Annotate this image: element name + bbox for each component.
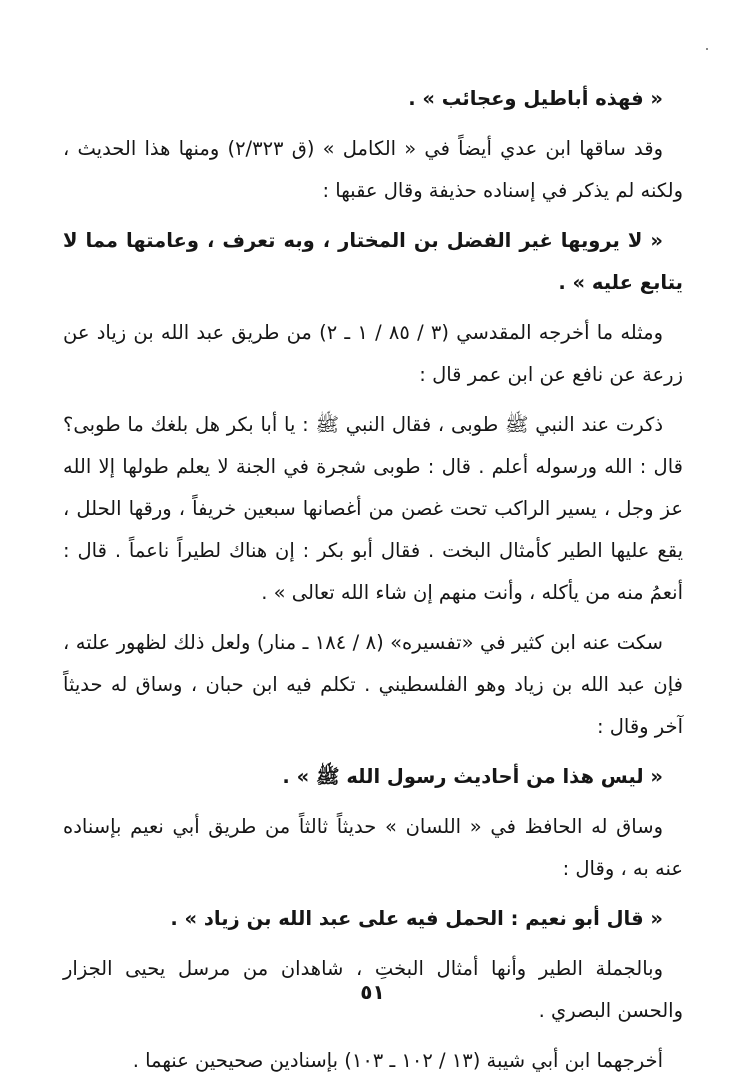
- quote-abu-nuaim: « قال أبو نعيم : الحمل فيه على عبد الله بن زياد » .: [170, 907, 663, 930]
- page-body: [63, 78, 683, 1090]
- hadith-tuba: ذكرت عند النبي ﷺ طوبى ، فقال النبي ﷺ : يا أبا بكر هل بلغك ما طوبى؟ قال : الله ورسوله أعلم . قال : طوبى شجرة في الجنة لا يعلم طولها إلا الله عز وجل ، يسير الراكب تحت غصن من أغصانها سبعين خريفاً ، ورقها الحلل ، يقع عليها الطير كأمثال البخت . فقال أبو بكر : إن هناك لطيراً ناعماً . قال : أنعمُ منه من يأكله ، وأنت منهم إن شاء الله تعالى » .: [63, 413, 683, 604]
- page-number: ٥١: [360, 980, 385, 1004]
- paragraph-maqdisi: ومثله ما أخرجه المقدسي (٣ / ٨٥ / ١ ـ ٢) من طريق عبد الله بن زياد عن زرعة عن نافع عن ابن عمر قال :: [63, 321, 683, 386]
- paragraph-ibn-kathir: سكت عنه ابن كثير في «تفسيره» (٨ / ١٨٤ ـ منار) ولعل ذلك لظهور علته ، فإن عبد الله بن زياد وهو الفلسطيني . تكلم فيه ابن حبان ، وساق له حديثاً آخر وقال :: [63, 631, 683, 738]
- scan-speck: [706, 48, 708, 50]
- paragraph-ibn-adi: وقد ساقها ابن عدي أيضاً في « الكامل » (ق ٢/٣٢٣) ومنها هذا الحديث ، ولكنه لم يذكر في إسناده حذيفة وقال عقبها :: [63, 137, 683, 202]
- quote-abatil: « فهذه أباطيل وعجائب » .: [408, 87, 663, 110]
- paragraph-shahidan: وبالجملة الطير وأنها أمثال البختِ ، شاهدان من مرسل يحيى الجزار والحسن البصري .: [63, 957, 683, 1022]
- quote-ibn-hibban: « ليس هذا من أحاديث رسول الله ﷺ » .: [282, 765, 663, 788]
- paragraph-ibn-abi-shayba: أخرجهما ابن أبي شيبة (١٣ / ١٠٢ ـ ١٠٣) بإسنادين صحيحين عنهما .: [132, 1049, 663, 1072]
- paragraph-lisan: وساق له الحافظ في « اللسان » حديثاً ثالثاً من طريق أبي نعيم بإسناده عنه به ، وقال :: [63, 815, 683, 880]
- quote-fadl-bin-mukhtar: « لا يرويها غير الفضل بن المختار ، وبه تعرف ، وعامتها مما لا يتابع عليه » .: [63, 229, 683, 294]
